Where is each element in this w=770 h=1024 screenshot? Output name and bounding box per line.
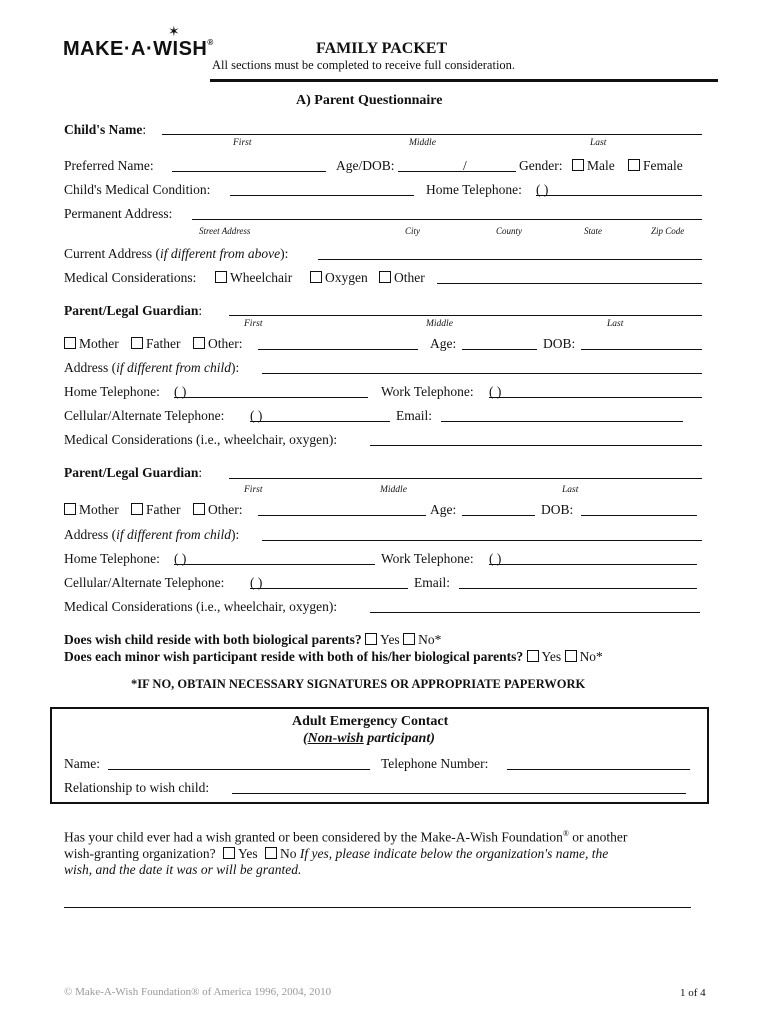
medical-other-field[interactable] [437, 283, 702, 284]
prior-wish-question: Has your child ever had a wish granted or been considered by the Make-A-Wish Foundation [64, 829, 563, 845]
childs-name-field[interactable] [162, 134, 702, 135]
guardian1-medical-label: Medical Considerations (i.e., wheelchair, oxygen): [64, 432, 338, 447]
guardian1-label: Parent/Legal Guardian [64, 303, 199, 318]
logo-star-icon: ✶ [168, 25, 180, 40]
emergency-contact-title: Adult Emergency Contact [292, 714, 449, 729]
guardian1-other-checkbox[interactable] [193, 337, 205, 349]
guardian1-mother-checkbox[interactable] [64, 337, 76, 349]
childs-name-label: Child's Name [64, 122, 143, 137]
guardian2-mother-checkbox[interactable] [64, 503, 76, 515]
guardian2-father-checkbox[interactable] [131, 503, 143, 515]
guardian2-medical-label: Medical Considerations (i.e., wheelchair, oxygen): [64, 599, 338, 614]
logo [63, 38, 214, 61]
prior-wish-details-field[interactable] [64, 907, 691, 908]
guardian2-dob-field[interactable] [581, 515, 697, 516]
guardian2-last-caption: Last [562, 485, 579, 495]
q2-no-checkbox[interactable] [565, 650, 577, 662]
guardian2-email-label: Email: [414, 575, 450, 590]
guardian1-home-tel-field[interactable] [174, 397, 368, 398]
guardian1-home-tel-label: Home Telephone: [64, 384, 160, 399]
medical-condition-field[interactable] [230, 195, 414, 196]
female-checkbox[interactable] [628, 159, 640, 171]
male-label: Male [587, 158, 615, 173]
prior-wish-instructions: If yes, please indicate below the organization's name, the [299, 846, 609, 861]
q1-yes-checkbox[interactable] [365, 633, 377, 645]
other-checkbox[interactable] [379, 271, 391, 283]
emergency-telephone-field[interactable] [507, 769, 690, 770]
county-caption: County [496, 226, 522, 236]
logo-text: MAKE·A·WISH [63, 38, 208, 60]
guardian2-email-field[interactable] [459, 588, 697, 589]
medical-considerations-label: Medical Considerations: [64, 270, 197, 285]
page-subtitle: All sections must be completed to receive full consideration. [212, 58, 516, 72]
guardian1-cell-label: Cellular/Alternate Telephone: [64, 408, 225, 423]
section-heading: A) Parent Questionnaire [296, 93, 443, 108]
guardian2-other-checkbox[interactable] [193, 503, 205, 515]
city-caption: City [405, 226, 420, 236]
guardian2-home-tel-field[interactable] [174, 564, 375, 565]
guardian1-work-tel-label: Work Telephone: [381, 384, 474, 399]
header-rule [210, 79, 718, 82]
copyright: © Make-A-Wish Foundation® of America 1996, 2004, 2010 [64, 986, 332, 998]
guardian2-cell-field[interactable] [250, 588, 408, 589]
prior-wish-instructions-2: wish, and the date it was or will be granted. [64, 862, 302, 877]
guardian1-age-field[interactable] [462, 349, 537, 350]
guardian1-cell-field[interactable] [250, 421, 390, 422]
q2-yes-checkbox[interactable] [527, 650, 539, 662]
guardian2-name-field[interactable] [229, 478, 702, 479]
question-minor-participants: Does each minor wish participant reside with both of his/her biological parents? [64, 649, 524, 664]
guardian2-home-tel-label: Home Telephone: [64, 551, 160, 566]
guardian2-first-caption: First [244, 485, 263, 495]
oxygen-checkbox[interactable] [310, 271, 322, 283]
emergency-contact-subtitle: Non-wish [307, 731, 364, 746]
guardian2-address-field[interactable] [262, 540, 702, 541]
current-address-label: Current Address ( [64, 246, 160, 261]
medical-condition-label: Child's Medical Condition: [64, 182, 211, 197]
guardian1-first-caption: First [244, 319, 263, 329]
guardian1-address-label: Address ( [64, 360, 117, 375]
guardian1-age-label: Age: [430, 336, 457, 351]
current-address-field[interactable] [318, 259, 702, 260]
age-dob-slash: / [463, 158, 467, 173]
home-telephone-label: Home Telephone: [426, 182, 522, 197]
current-address-italic: if different from above [159, 246, 281, 261]
guardian2-dob-label: DOB: [541, 502, 574, 517]
guardian2-age-label: Age: [430, 502, 457, 517]
guardian2-other-field[interactable] [258, 515, 426, 516]
guardian2-label: Parent/Legal Guardian [64, 465, 199, 480]
permanent-address-label: Permanent Address: [64, 206, 173, 221]
guardian1-last-caption: Last [607, 319, 624, 329]
permanent-address-field[interactable] [192, 219, 702, 220]
name-first-caption: First [233, 138, 252, 148]
prior-wish-yes-checkbox[interactable] [223, 847, 235, 859]
guardian1-other-field[interactable] [258, 349, 418, 350]
guardian2-medical-field[interactable] [370, 612, 700, 613]
guardian2-work-tel-label: Work Telephone: [381, 551, 474, 566]
name-middle-caption: Middle [409, 138, 436, 148]
guardian1-email-field[interactable] [441, 421, 683, 422]
home-telephone-field[interactable] [536, 195, 702, 196]
age-dob-field[interactable] [398, 171, 516, 172]
guardian1-dob-field[interactable] [581, 349, 702, 350]
street-address-caption: Street Address [199, 226, 251, 236]
zip-code-caption: Zip Code [651, 226, 685, 236]
logo-reg: ® [207, 38, 214, 47]
guardian2-cell-label: Cellular/Alternate Telephone: [64, 575, 225, 590]
page-title: FAMILY PACKET [316, 40, 448, 57]
emergency-relationship-label: Relationship to wish child: [64, 780, 210, 795]
gender-label: Gender: [519, 158, 563, 173]
age-dob-label: Age/DOB: [336, 158, 395, 173]
guardian1-email-label: Email: [396, 408, 432, 423]
guardian1-middle-caption: Middle [426, 319, 453, 329]
female-label: Female [643, 158, 683, 173]
state-caption: State [584, 226, 602, 236]
guardian2-work-tel-field[interactable] [489, 564, 697, 565]
guardian2-address-label: Address ( [64, 527, 117, 542]
guardian2-age-field[interactable] [462, 515, 535, 516]
emergency-relationship-field[interactable] [232, 793, 686, 794]
question-biological-parents: Does wish child reside with both biological parents? [64, 632, 362, 647]
emergency-telephone-label: Telephone Number: [381, 756, 489, 771]
emergency-name-field[interactable] [108, 769, 370, 770]
male-checkbox[interactable] [572, 159, 584, 171]
page-number: 1 of 4 [680, 987, 706, 999]
home-telephone-paren: ( ) [536, 182, 549, 197]
guardian1-dob-label: DOB: [543, 336, 576, 351]
name-last-caption: Last [590, 138, 607, 148]
q1-no-checkbox[interactable] [403, 633, 415, 645]
preferred-name-label: Preferred Name: [64, 158, 154, 173]
guardian1-medical-field[interactable] [370, 445, 702, 446]
guardian2-middle-caption: Middle [380, 485, 407, 495]
guardian1-father-checkbox[interactable] [131, 337, 143, 349]
preferred-name-field[interactable] [172, 171, 326, 172]
wheelchair-checkbox[interactable] [215, 271, 227, 283]
emergency-name-label: Name: [64, 756, 100, 771]
guardian1-name-field[interactable] [229, 315, 702, 316]
guardian1-work-tel-field[interactable] [489, 397, 702, 398]
prior-wish-no-checkbox[interactable] [265, 847, 277, 859]
guardian1-address-field[interactable] [262, 373, 702, 374]
paperwork-notice: *IF NO, OBTAIN NECESSARY SIGNATURES OR APPROPRIATE PAPERWORK [131, 677, 586, 691]
